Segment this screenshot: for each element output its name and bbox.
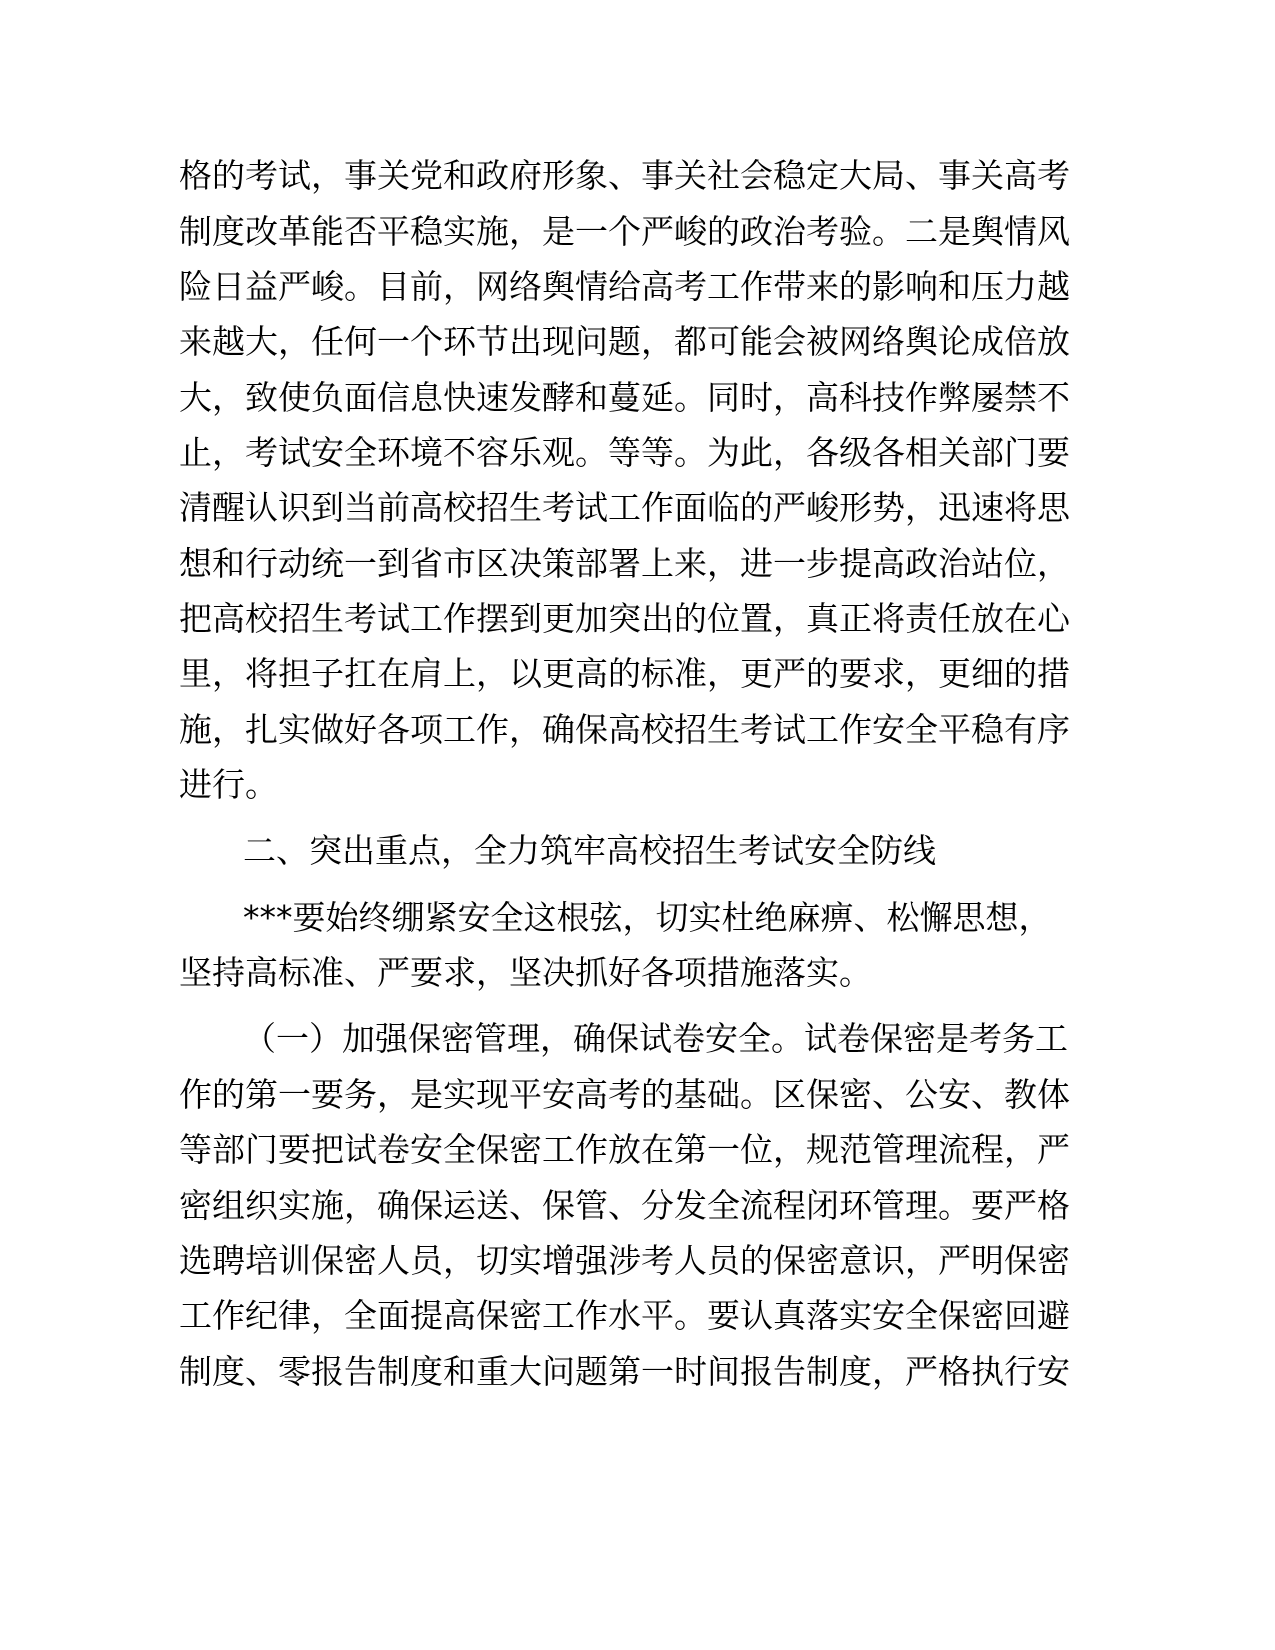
text-line: 选聘培训保密人员，切实增强涉考人员的保密意识，严明保密 (179, 1241, 1070, 1280)
text-line: ***要始终绷紧安全这根弦，切实杜绝麻痹、松懈思想， (243, 898, 1052, 937)
text-line: 进行。 (179, 765, 278, 804)
text-line: 坚持高标准、严要求，坚决抓好各项措施落实。 (179, 953, 872, 992)
text-line: 止，考试安全环境不容乐观。等等。为此，各级各相关部门要 (179, 433, 1070, 472)
text-line: 把高校招生考试工作摆到更加突出的位置，真正将责任放在心 (179, 599, 1070, 638)
subsection-heading: （一）加强保密管理，确保试卷安全。试卷保密是考务工 (243, 1019, 1068, 1058)
section-heading: 二、突出重点，全力筑牢高校招生考试安全防线 (243, 831, 936, 870)
text-line: 制度改革能否平稳实施，是一个严峻的政治考验。二是舆情风 (179, 212, 1070, 251)
text-line: 大，致使负面信息快速发酵和蔓延。同时，高科技作弊屡禁不 (179, 378, 1070, 417)
text-line: 想和行动统一到省市区决策部署上来，进一步提高政治站位， (179, 544, 1070, 583)
text-line: 作的第一要务，是实现平安高考的基础。区保密、公安、教体 (179, 1075, 1070, 1114)
text-line: 密组织实施，确保运送、保管、分发全流程闭环管理。要严格 (179, 1186, 1070, 1225)
text-line: 险日益严峻。目前，网络舆情给高考工作带来的影响和压力越 (179, 267, 1070, 306)
text-line: 格的考试，事关党和政府形象、事关社会稳定大局、事关高考 (179, 156, 1070, 195)
text-line: 制度、零报告制度和重大问题第一时间报告制度，严格执行安 (179, 1352, 1070, 1391)
text-line: 清醒认识到当前高校招生考试工作面临的严峻形势，迅速将思 (179, 488, 1070, 527)
text-line: 施，扎实做好各项工作，确保高校招生考试工作安全平稳有序 (179, 710, 1070, 749)
text-line: 里，将担子扛在肩上，以更高的标准，更严的要求，更细的措 (179, 654, 1070, 693)
text-line: 等部门要把试卷安全保密工作放在第一位，规范管理流程，严 (179, 1130, 1070, 1169)
text-line: 工作纪律，全面提高保密工作水平。要认真落实安全保密回避 (179, 1296, 1070, 1335)
text-line: 来越大，任何一个环节出现问题，都可能会被网络舆论成倍放 (179, 322, 1070, 361)
